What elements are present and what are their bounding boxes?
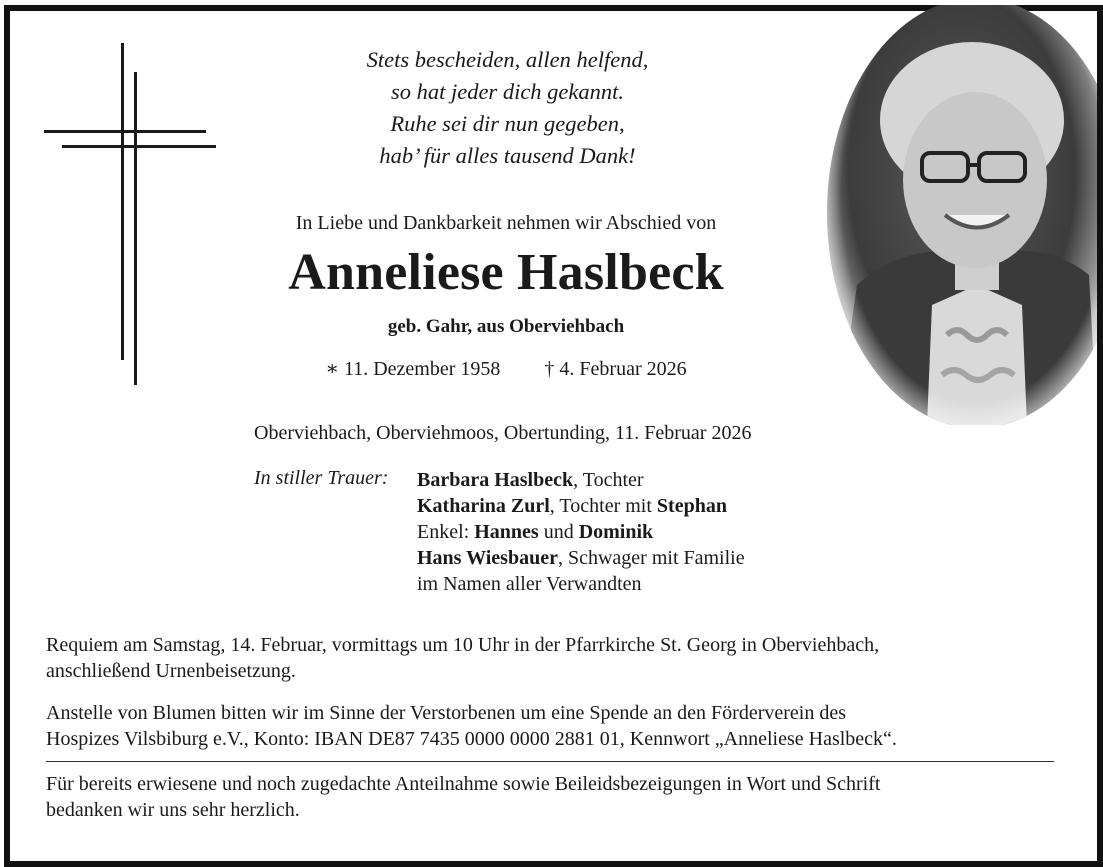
poem-line: so hat jeder dich gekannt. <box>390 79 625 104</box>
poem-line: Stets bescheiden, allen helfend, <box>366 47 649 72</box>
divider <box>46 761 1054 762</box>
mourners-list <box>417 467 745 597</box>
poem-line: hab’ für alles tausend Dank! <box>379 143 636 168</box>
birth-star-icon: ∗ <box>325 358 339 380</box>
thanks-text: Für bereits erwiesene und noch zugedachte Anteilnahme sowie Beileidsbezeigungen in Wort und Schrift bedanken wir uns sehr herzlich. <box>46 773 881 821</box>
mourner-line: Enkel: Hannes und Dominik <box>417 521 654 543</box>
portrait-photo <box>827 5 1097 425</box>
intro-text: In Liebe und Dankbarkeit nehmen wir Abschied von <box>295 212 717 234</box>
life-dates <box>250 356 762 381</box>
poem-line: Ruhe sei dir nun gegeben, <box>390 111 625 136</box>
mourner-line: Hans Wiesbauer, Schwager mit Familie <box>417 547 745 569</box>
requiem-text: Requiem am Samstag, 14. Februar, vormittags um 10 Uhr in der Pfarrkirche St. Georg in Oberviehbach, anschließend Urnenbeisetzung. <box>46 634 880 682</box>
death-date: 4. Februar 2026 <box>559 358 687 380</box>
birth-date: 11. Dezember 1958 <box>343 358 501 380</box>
mourner-line: Barbara Haslbeck, Tochter <box>417 469 644 491</box>
donation-text: Anstelle von Blumen bitten wir im Sinne der Verstorbenen um eine Spende an den Förderverein des Hospizes Vilsbiburg e.V., Konto: IBAN DE87 7435 0000 0000 2881 01, Kennwort „Anneliese Haslbeck“. <box>46 702 897 750</box>
mourners-label: In stiller Trauer: <box>254 467 389 489</box>
mourner-line: Katharina Zurl, Tochter mit Stephan <box>417 495 727 517</box>
deceased-name: Anneliese Haslbeck <box>288 244 724 301</box>
mourner-line: im Namen aller Verwandten <box>417 573 642 595</box>
death-cross-icon: † <box>544 358 555 380</box>
poem-verse <box>280 44 735 172</box>
birth-name: geb. Gahr, aus Oberviehbach <box>387 316 625 337</box>
places-date: Oberviehbach, Oberviehmoos, Obertunding, 11. Februar 2026 <box>254 422 752 444</box>
